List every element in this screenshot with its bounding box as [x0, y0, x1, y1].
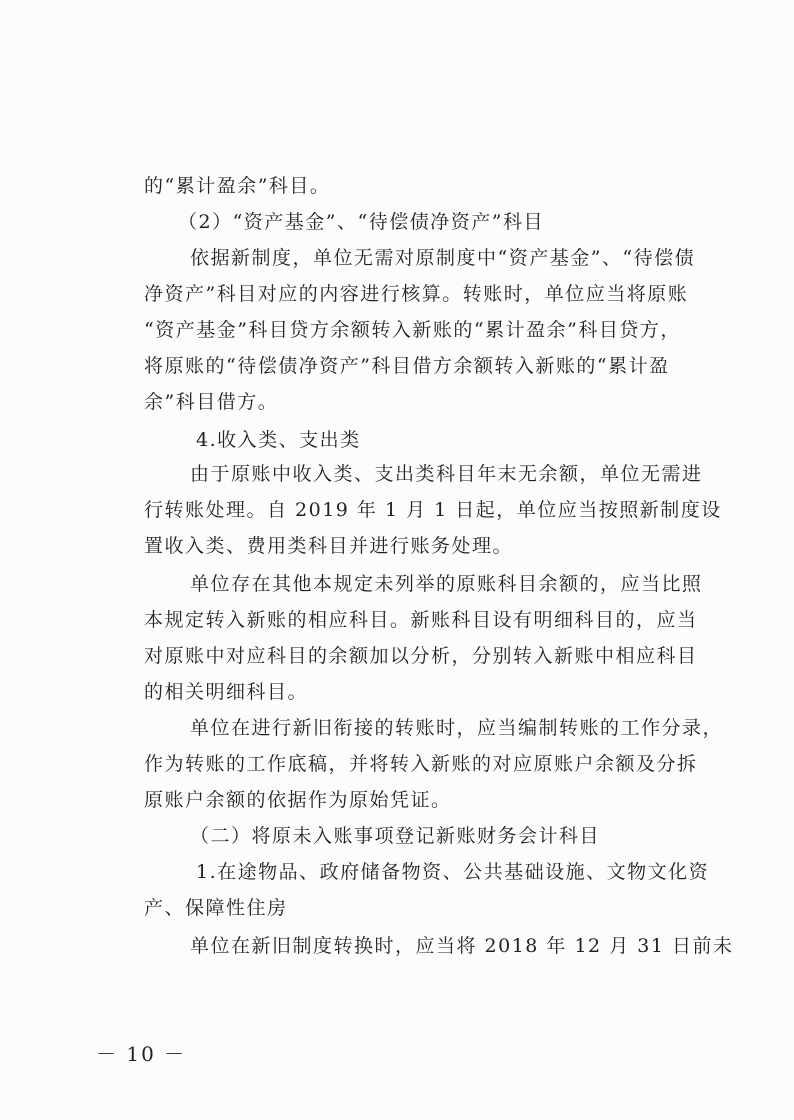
text-line-9: 由于原账中收入类、支出类科目年末无余额，单位无需进	[190, 463, 703, 485]
text-line-11: 置收入类、费用类科目并进行账务处理。	[144, 535, 514, 557]
section-heading-2: （2）“资产基金”、“待偿债净资产”科目	[178, 211, 544, 233]
section-heading-1: 1.在途物品、政府储备物资、公共基础设施、文物文化资	[196, 861, 710, 883]
section-heading-4: 4.收入类、支出类	[196, 429, 361, 451]
text-line-18: 原账户余额的依据作为原始凭证。	[144, 789, 452, 811]
text-line-13: 本规定转入新账的相应科目。新账科目设有明细科目的，应当	[144, 609, 698, 631]
text-line-22: 单位在新旧制度转换时，应当将 2018 年 12 月 31 日前未	[190, 935, 734, 957]
text-line-1: 的“累计盈余”科目。	[144, 175, 331, 197]
text-line-12: 单位存在其他本规定未列举的原账科目余额的，应当比照	[190, 573, 703, 595]
text-line-7: 余”科目借方。	[144, 391, 279, 413]
page-number: － 10 －	[96, 1042, 187, 1066]
text-line-4: 净资产”科目对应的内容进行核算。转账时，单位应当将原账	[144, 283, 689, 305]
text-line-6: 将原账的“待偿债净资产”科目借方余额转入新账的“累计盈	[144, 355, 670, 377]
section-heading-er: （二）将原未入账事项登记新账财务会计科目	[190, 825, 601, 847]
text-line-14: 对原账中对应科目的余额加以分析，分别转入新账中相应科目	[144, 645, 698, 667]
text-line-10: 行转账处理。自 2019 年 1 月 1 日起，单位应当按照新制度设	[144, 499, 722, 521]
text-line-15: 的相关明细科目。	[144, 681, 309, 703]
text-line-3: 依据新制度，单位无需对原制度中“资产基金”、“待偿债	[190, 247, 696, 269]
text-line-16: 单位在进行新旧衔接的转账时，应当编制转账的工作分录，	[190, 717, 724, 739]
text-line-5: “资产基金”科目贷方余额转入新账的“累计盈余”科目贷方，	[144, 319, 681, 341]
text-line-17: 作为转账的工作底稿，并将转入新账的对应原账户余额及分拆	[144, 753, 698, 775]
text-line-21: 产、保障性住房	[144, 897, 288, 919]
